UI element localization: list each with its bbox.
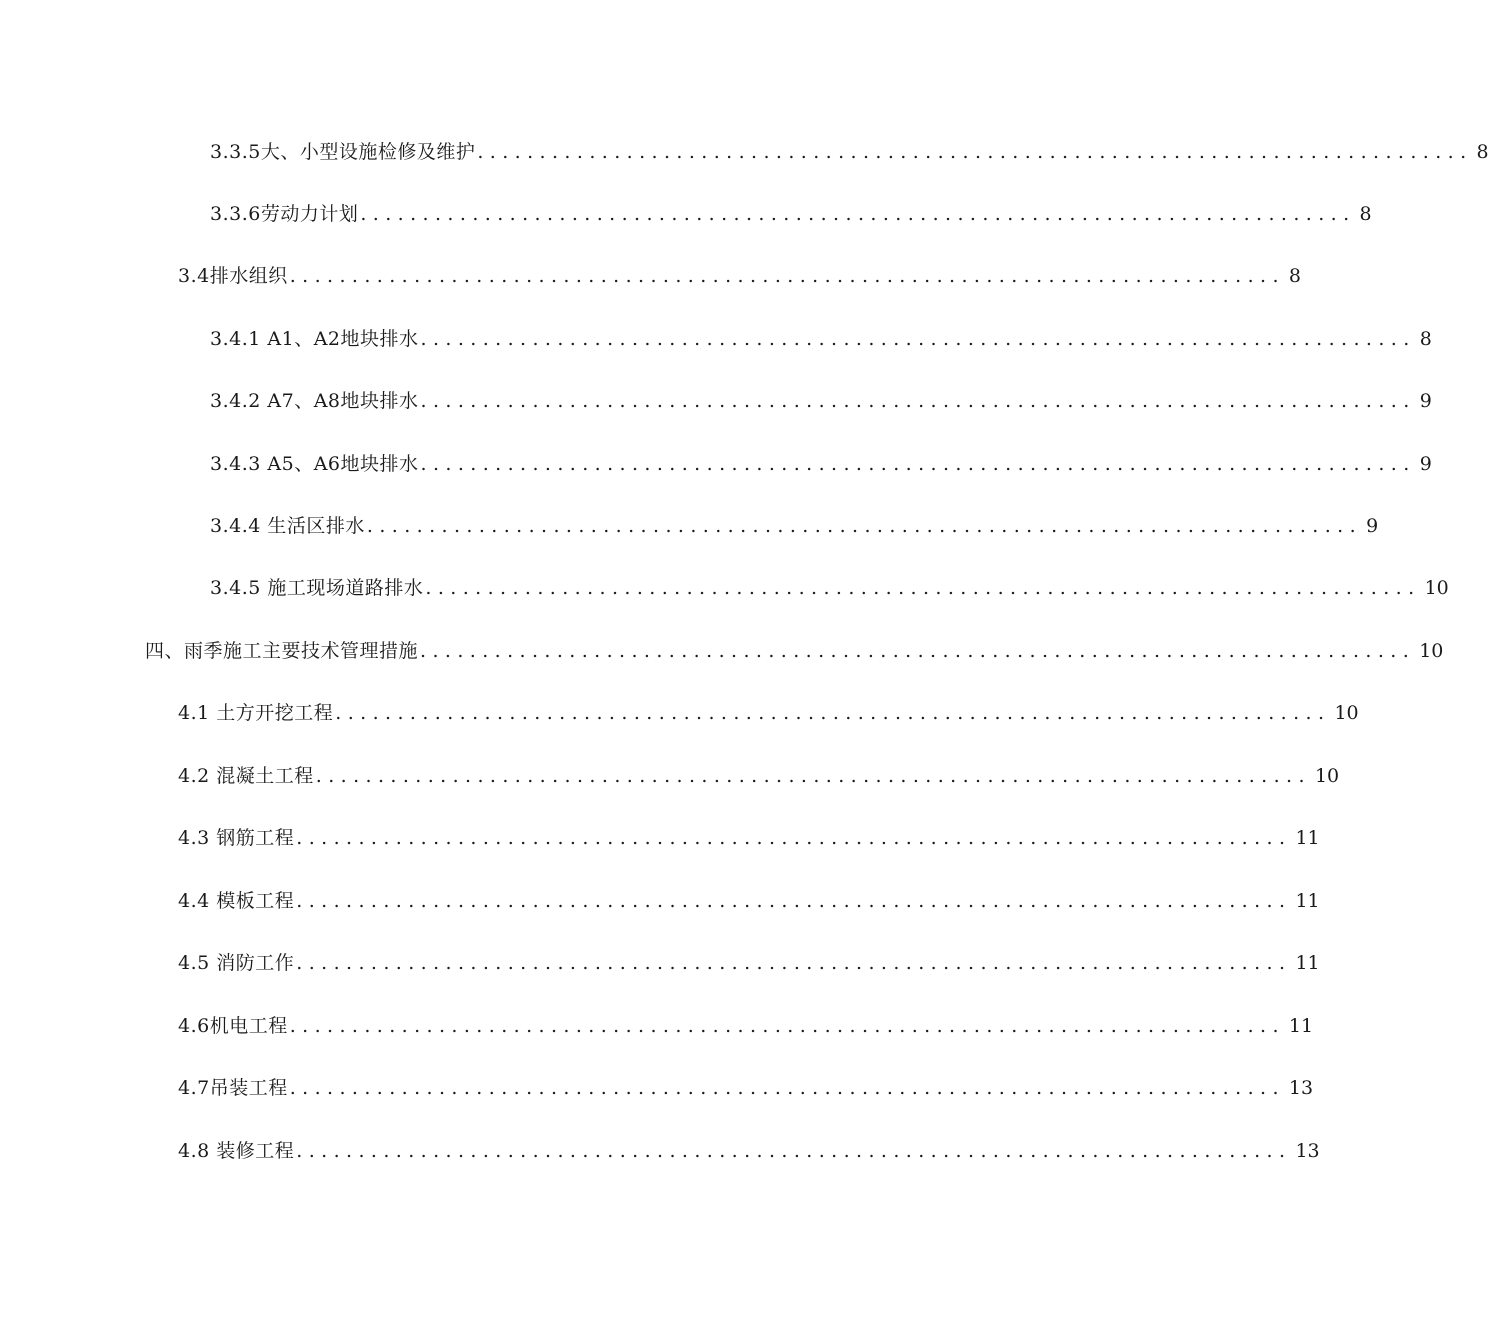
toc-entry-label: 4.1 土方开挖工程	[178, 702, 334, 724]
toc-page-number: 10	[1424, 577, 1449, 599]
toc-entry[interactable]	[178, 264, 1301, 288]
toc-entry-label: 4.8 装修工程	[178, 1140, 295, 1162]
toc-page-number: 10	[1419, 640, 1444, 662]
toc-page-number: 13	[1295, 1140, 1320, 1162]
toc-entry-label: 3.4.4 生活区排水	[210, 515, 365, 537]
toc-page-number: 8	[1288, 265, 1301, 287]
toc-entry[interactable]	[178, 826, 1320, 850]
toc-page-number: 11	[1288, 1015, 1314, 1037]
toc-entry-label: 4.3 钢筋工程	[178, 827, 295, 849]
toc-entry-label: 4.4 模板工程	[178, 890, 295, 912]
toc-entry[interactable]	[210, 327, 1432, 351]
toc-leader-dots: ................................................................................	[315, 765, 1311, 787]
toc-entry-label: 3.4.5 施工现场道路排水	[210, 577, 424, 599]
toc-page-number: 9	[1366, 515, 1379, 537]
toc-entry-label: 3.4.2 A7、A8地块排水	[210, 390, 419, 412]
toc-entry[interactable]	[210, 389, 1432, 413]
toc-entry-label: 四、雨季施工主要技术管理措施	[145, 640, 419, 662]
toc-entry[interactable]	[145, 639, 1444, 663]
toc-entry-label: 3.4排水组织	[178, 265, 288, 287]
toc-leader-dots: ................................................................................	[420, 328, 1416, 350]
toc-leader-dots: ................................................................................	[425, 577, 1421, 599]
toc-entry-label: 3.4.3 A5、A6地块排水	[210, 453, 419, 475]
toc-entry-label: 4.2 混凝土工程	[178, 765, 314, 787]
toc-leader-dots: ................................................................................	[296, 890, 1292, 912]
toc-leader-dots: ................................................................................	[289, 265, 1285, 287]
toc-leader-dots: ................................................................................	[289, 1077, 1285, 1099]
toc-entry[interactable]	[178, 1076, 1314, 1100]
toc-page-number: 11	[1295, 827, 1320, 849]
toc-leader-dots: ................................................................................	[420, 453, 1416, 475]
toc-entry[interactable]	[210, 452, 1432, 476]
toc-entry-label: 3.4.1 A1、A2地块排水	[210, 328, 419, 350]
toc-page-number: 8	[1359, 203, 1372, 225]
toc-entry[interactable]	[178, 951, 1320, 975]
toc-entry-label: 4.5 消防工作	[178, 952, 295, 974]
toc-page-number: 10	[1334, 702, 1359, 724]
toc-leader-dots: ................................................................................	[289, 1015, 1285, 1037]
toc-entry[interactable]	[178, 889, 1320, 913]
toc-entry[interactable]	[210, 140, 1489, 164]
toc-entry[interactable]	[178, 1139, 1320, 1163]
toc-page-number: 8	[1419, 328, 1432, 350]
toc-leader-dots: ................................................................................	[420, 640, 1416, 662]
toc-page-number: 9	[1419, 390, 1432, 412]
toc-leader-dots: ................................................................................	[360, 203, 1356, 225]
toc-page-number: 9	[1419, 453, 1432, 475]
toc-page-number: 13	[1288, 1077, 1314, 1099]
toc-leader-dots: ................................................................................	[420, 390, 1416, 412]
toc-entry[interactable]	[210, 514, 1379, 538]
toc-page-number: 11	[1295, 952, 1320, 974]
toc-leader-dots: ................................................................................	[366, 515, 1363, 537]
toc-entry-label: 4.6机电工程	[178, 1015, 288, 1037]
toc-entry[interactable]	[210, 576, 1449, 600]
toc-page-number: 11	[1295, 890, 1320, 912]
toc-leader-dots: ................................................................................	[296, 952, 1292, 974]
toc-leader-dots: ................................................................................	[335, 702, 1331, 724]
toc-page-number: 10	[1314, 765, 1340, 787]
toc-leader-dots: ................................................................................	[296, 827, 1292, 849]
toc-entry[interactable]	[178, 764, 1340, 788]
toc-leader-dots: ................................................................................	[296, 1140, 1292, 1162]
toc-page-number: 8	[1476, 141, 1489, 163]
toc-entry-label: 3.3.5大、小型设施检修及维护	[210, 141, 476, 163]
toc-entry[interactable]	[210, 202, 1372, 226]
toc-entry-label: 3.3.6劳动力计划	[210, 203, 359, 225]
toc-entry-label: 4.7吊装工程	[178, 1077, 288, 1099]
toc-leader-dots: ................................................................................	[477, 141, 1473, 163]
toc-entry[interactable]	[178, 701, 1359, 725]
toc-entry[interactable]	[178, 1014, 1314, 1038]
